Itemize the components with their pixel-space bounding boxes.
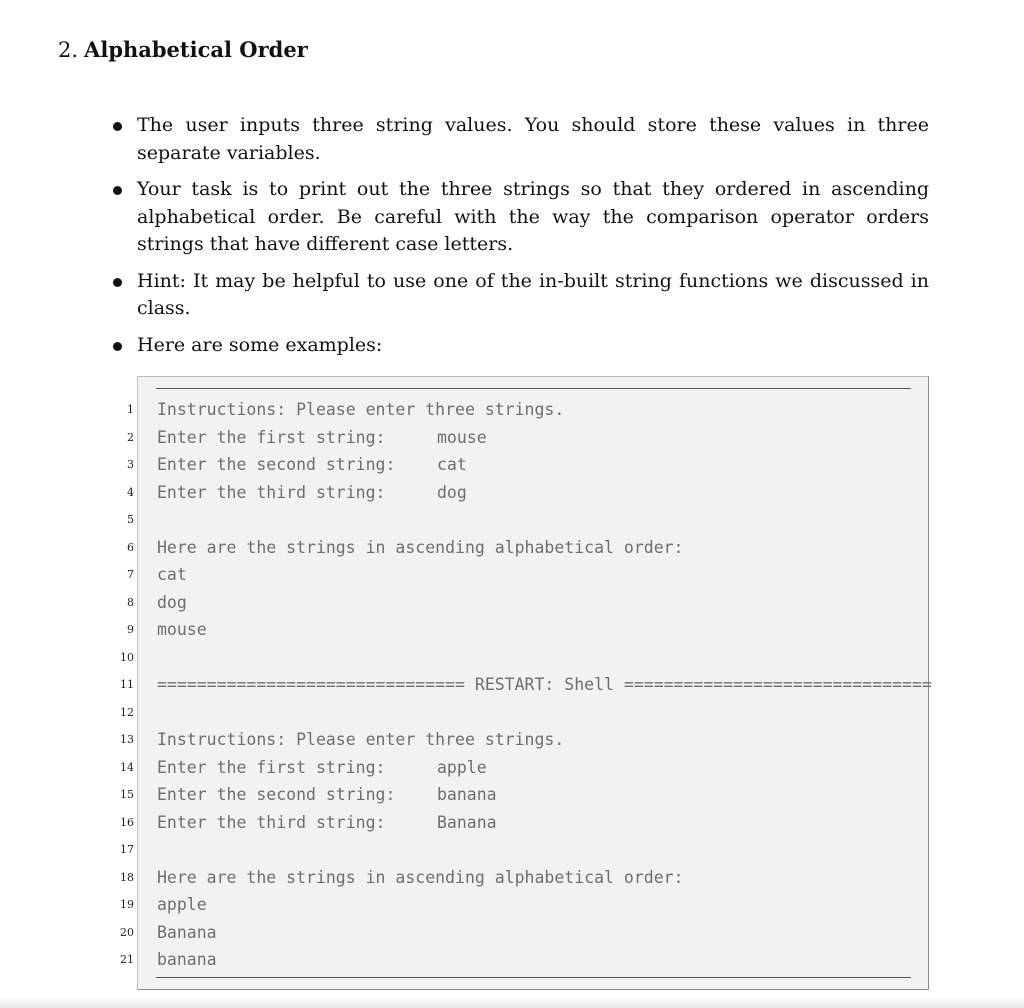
bullet-item <box>137 332 929 360</box>
line-number: 8 <box>127 595 134 609</box>
line-text: dog <box>157 592 187 612</box>
line-text: Instructions: Please enter three strings. <box>157 400 565 419</box>
line-number: 17 <box>120 843 134 856</box>
line-number: 9 <box>127 623 134 636</box>
bullet-text: Hint: It may be helpful to use one of the in-built string functions we discussed in class. <box>137 269 929 319</box>
code-listing <box>0 396 1024 974</box>
bullet-item <box>137 112 929 167</box>
code-line <box>0 946 1024 974</box>
line-text: Here are the strings in ascending alphabetical order: <box>157 867 684 887</box>
code-line <box>0 644 1024 672</box>
line-number: 18 <box>120 870 134 884</box>
line-text: Enter the third string: <box>157 812 386 832</box>
restart-separator: =============================== RESTART: Shell =============================== <box>157 675 932 694</box>
line-text: apple <box>157 895 207 914</box>
page-bottom-shade <box>0 996 1024 1008</box>
line-text: Instructions: Please enter three strings. <box>157 730 565 749</box>
line-text: mouse <box>157 620 207 639</box>
line-number: 20 <box>120 925 134 939</box>
line-number: 5 <box>127 513 134 526</box>
line-number: 6 <box>127 540 134 554</box>
bullet-text: Here are some examples: <box>137 333 383 356</box>
bullet-text: Your task is to print out the three strings so that they ordered in ascending alphabetical order. Be careful with the way the comparison operator orders strings that have different case letters. <box>137 178 929 255</box>
code-line <box>0 451 1024 479</box>
bullet-text: The user inputs three string values. You should store these values in three separate variables. <box>137 114 929 164</box>
code-line <box>0 809 1024 837</box>
line-number: 14 <box>120 760 134 774</box>
code-line <box>0 699 1024 727</box>
code-line <box>0 396 1024 424</box>
code-line <box>0 424 1024 452</box>
line-number: 16 <box>120 815 134 829</box>
section-title: Alphabetical Order <box>84 37 308 62</box>
line-value: banana <box>437 785 497 804</box>
line-text: Enter the first string: <box>157 427 386 447</box>
code-line <box>0 561 1024 589</box>
bullet-icon <box>113 278 122 287</box>
line-value: mouse <box>437 427 487 447</box>
code-line <box>0 891 1024 919</box>
code-line <box>0 506 1024 534</box>
section-number: 2. <box>58 38 79 62</box>
line-number: 7 <box>127 568 134 581</box>
line-value: dog <box>437 482 467 502</box>
line-value: Banana <box>437 812 497 832</box>
code-line <box>0 616 1024 644</box>
instruction-list <box>137 112 929 368</box>
line-text: Here are the strings in ascending alphabetical order: <box>157 537 684 557</box>
code-line <box>0 479 1024 507</box>
line-number: 15 <box>120 788 134 801</box>
code-bottom-rule <box>156 977 911 978</box>
line-number: 3 <box>127 458 134 471</box>
line-number: 10 <box>120 650 134 664</box>
line-text: Banana <box>157 922 217 942</box>
code-line <box>0 754 1024 782</box>
code-line <box>0 781 1024 809</box>
line-text: banana <box>157 950 217 969</box>
bullet-icon <box>113 186 122 195</box>
code-line <box>0 726 1024 754</box>
code-line <box>0 589 1024 617</box>
bullet-icon <box>113 122 122 131</box>
code-line <box>0 919 1024 947</box>
line-number: 2 <box>127 430 134 444</box>
line-number: 4 <box>127 485 134 499</box>
code-top-rule <box>156 388 911 389</box>
code-line <box>0 671 1024 699</box>
code-line <box>0 836 1024 864</box>
code-line <box>0 534 1024 562</box>
line-text: Enter the first string: <box>157 757 386 777</box>
line-text: Enter the second string: <box>157 785 396 804</box>
line-text: Enter the second string: <box>157 455 396 474</box>
section-heading <box>58 36 308 64</box>
bullet-icon <box>113 342 122 351</box>
bullet-item <box>137 268 929 323</box>
line-number: 21 <box>120 953 134 966</box>
line-value: apple <box>437 757 487 777</box>
line-number: 11 <box>120 678 134 691</box>
line-text: Enter the third string: <box>157 482 386 502</box>
line-text: cat <box>157 565 187 584</box>
line-value: cat <box>437 455 467 474</box>
line-number: 19 <box>120 898 134 911</box>
line-number: 12 <box>120 705 134 719</box>
bullet-item <box>137 176 929 259</box>
code-line <box>0 864 1024 892</box>
line-number: 13 <box>120 733 134 746</box>
line-number: 1 <box>127 403 134 416</box>
